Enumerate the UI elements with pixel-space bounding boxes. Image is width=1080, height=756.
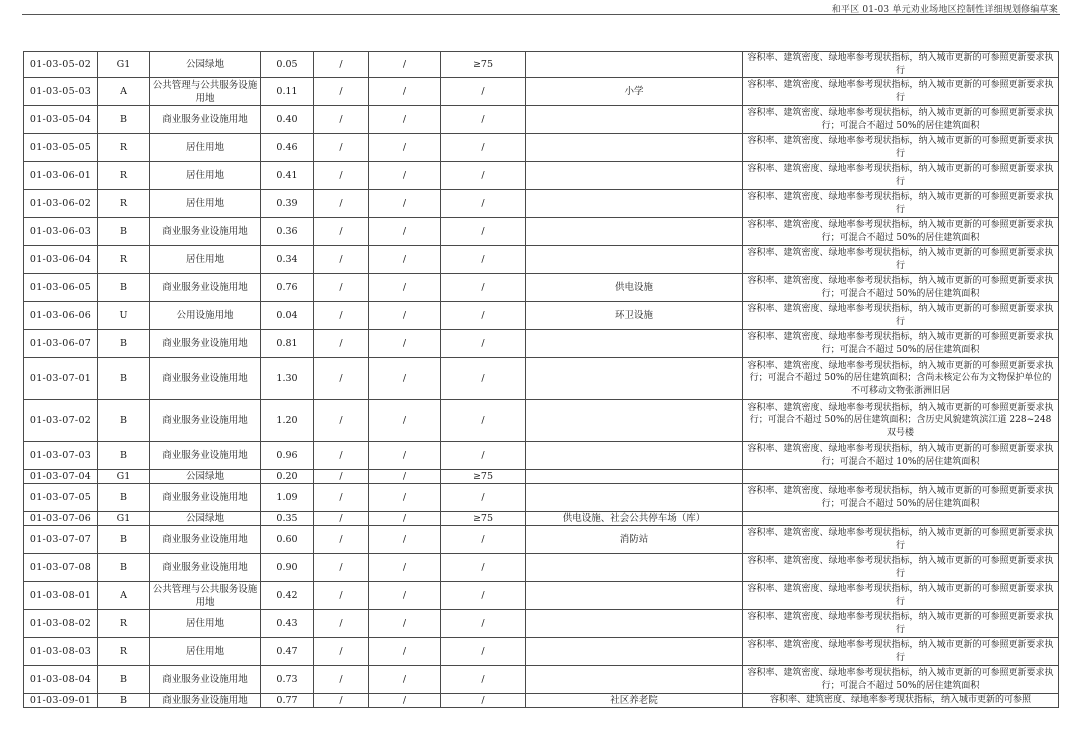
building-height-cell: / [369, 106, 441, 134]
remarks-cell: 容积率、建筑密度、绿地率参考现状指标，纳入城市更新的可参照更新要求执行；可混合不超过 50%的居住建筑面积 [743, 106, 1059, 134]
facilities-cell [526, 162, 743, 190]
green-ratio-cell: / [441, 526, 526, 554]
building-height-cell: / [369, 512, 441, 526]
table-row [24, 554, 1059, 582]
building-density-cell: / [314, 610, 369, 638]
plot-code-cell: 01-03-07-03 [24, 442, 98, 470]
remarks-cell: 容积率、建筑密度、绿地率参考现状指标，纳入城市更新的可参照更新要求执行；可混合不超过 50%的居住建筑面积 [743, 484, 1059, 512]
land-use-name-cell: 商业服务业设施用地 [150, 554, 261, 582]
remarks-cell: 容积率、建筑密度、绿地率参考现状指标，纳入城市更新的可参照更新要求执行；可混合不超过 10%的居住建筑面积 [743, 442, 1059, 470]
building-height-cell: / [369, 400, 441, 442]
building-density-cell: / [314, 274, 369, 302]
floor-area-ratio-cell: 0.46 [261, 134, 314, 162]
land-use-name-cell: 商业服务业设施用地 [150, 526, 261, 554]
land-class-cell: B [98, 218, 150, 246]
building-height-cell: / [369, 638, 441, 666]
table-row [24, 52, 1059, 78]
plot-code-cell: 01-03-05-04 [24, 106, 98, 134]
floor-area-ratio-cell: 0.76 [261, 274, 314, 302]
building-density-cell: / [314, 52, 369, 78]
remarks-cell: 容积率、建筑密度、绿地率参考现状指标，纳入城市更新的可参照 [743, 694, 1059, 708]
green-ratio-cell: / [441, 134, 526, 162]
plot-code-cell: 01-03-05-03 [24, 78, 98, 106]
table-row [24, 442, 1059, 470]
plot-code-cell: 01-03-05-05 [24, 134, 98, 162]
remarks-cell: 容积率、建筑密度、绿地率参考现状指标，纳入城市更新的可参照更新要求执行；可混合不超过 50%的居住建筑面积 [743, 274, 1059, 302]
plot-code-cell: 01-03-07-07 [24, 526, 98, 554]
building-density-cell: / [314, 134, 369, 162]
land-class-cell: R [98, 162, 150, 190]
floor-area-ratio-cell: 0.04 [261, 302, 314, 330]
table-row [24, 512, 1059, 526]
floor-area-ratio-cell: 1.30 [261, 358, 314, 400]
building-height-cell: / [369, 554, 441, 582]
building-density-cell: / [314, 302, 369, 330]
floor-area-ratio-cell: 0.60 [261, 526, 314, 554]
remarks-cell [743, 470, 1059, 484]
building-density-cell: / [314, 694, 369, 708]
building-height-cell: / [369, 218, 441, 246]
building-height-cell: / [369, 190, 441, 218]
table-row [24, 694, 1059, 708]
plot-code-cell: 01-03-08-01 [24, 582, 98, 610]
land-class-cell: R [98, 610, 150, 638]
table-row [24, 106, 1059, 134]
building-density-cell: / [314, 400, 369, 442]
remarks-cell: 容积率、建筑密度、绿地率参考现状指标，纳入城市更新的可参照更新要求执行 [743, 78, 1059, 106]
remarks-cell [743, 512, 1059, 526]
land-use-name-cell: 公用设施用地 [150, 302, 261, 330]
remarks-cell: 容积率、建筑密度、绿地率参考现状指标，纳入城市更新的可参照更新要求执行；可混合不超过 50%的居住建筑面积 [743, 218, 1059, 246]
land-class-cell: A [98, 78, 150, 106]
plot-code-cell: 01-03-07-04 [24, 470, 98, 484]
land-use-name-cell: 公园绿地 [150, 52, 261, 78]
table-row [24, 526, 1059, 554]
facilities-cell [526, 246, 743, 274]
land-class-cell: B [98, 330, 150, 358]
floor-area-ratio-cell: 0.96 [261, 442, 314, 470]
facilities-cell [526, 484, 743, 512]
green-ratio-cell: / [441, 78, 526, 106]
remarks-cell: 容积率、建筑密度、绿地率参考现状指标，纳入城市更新的可参照更新要求执行 [743, 162, 1059, 190]
land-use-name-cell: 公园绿地 [150, 470, 261, 484]
green-ratio-cell: / [441, 330, 526, 358]
building-height-cell: / [369, 694, 441, 708]
facilities-cell [526, 330, 743, 358]
building-height-cell: / [369, 330, 441, 358]
green-ratio-cell: / [441, 638, 526, 666]
building-density-cell: / [314, 330, 369, 358]
table-row [24, 218, 1059, 246]
land-class-cell: A [98, 582, 150, 610]
building-density-cell: / [314, 106, 369, 134]
plot-code-cell: 01-03-07-01 [24, 358, 98, 400]
green-ratio-cell: / [441, 484, 526, 512]
land-class-cell: B [98, 666, 150, 694]
facilities-cell [526, 666, 743, 694]
building-density-cell: / [314, 246, 369, 274]
building-density-cell: / [314, 190, 369, 218]
land-class-cell: B [98, 274, 150, 302]
floor-area-ratio-cell: 0.81 [261, 330, 314, 358]
land-use-name-cell: 商业服务业设施用地 [150, 106, 261, 134]
green-ratio-cell: / [441, 218, 526, 246]
green-ratio-cell: / [441, 246, 526, 274]
green-ratio-cell: / [441, 274, 526, 302]
table-row [24, 638, 1059, 666]
land-use-name-cell: 居住用地 [150, 246, 261, 274]
building-height-cell: / [369, 78, 441, 106]
facilities-cell: 消防站 [526, 526, 743, 554]
building-height-cell: / [369, 358, 441, 400]
facilities-cell [526, 106, 743, 134]
building-density-cell: / [314, 78, 369, 106]
remarks-cell: 容积率、建筑密度、绿地率参考现状指标，纳入城市更新的可参照更新要求执行 [743, 134, 1059, 162]
plot-code-cell: 01-03-07-02 [24, 400, 98, 442]
land-use-name-cell: 商业服务业设施用地 [150, 666, 261, 694]
facilities-cell [526, 442, 743, 470]
floor-area-ratio-cell: 0.47 [261, 638, 314, 666]
land-use-name-cell: 商业服务业设施用地 [150, 484, 261, 512]
building-height-cell: / [369, 246, 441, 274]
table-row [24, 330, 1059, 358]
land-use-name-cell: 商业服务业设施用地 [150, 330, 261, 358]
land-class-cell: R [98, 246, 150, 274]
land-class-cell: B [98, 694, 150, 708]
green-ratio-cell: / [441, 302, 526, 330]
green-ratio-cell: / [441, 554, 526, 582]
building-height-cell: / [369, 274, 441, 302]
remarks-cell: 容积率、建筑密度、绿地率参考现状指标，纳入城市更新的可参照更新要求执行 [743, 302, 1059, 330]
plot-code-cell: 01-03-06-07 [24, 330, 98, 358]
plot-code-cell: 01-03-06-06 [24, 302, 98, 330]
facilities-cell: 供电设施、社会公共停车场（库） [526, 512, 743, 526]
building-height-cell: / [369, 302, 441, 330]
land-class-cell: R [98, 190, 150, 218]
green-ratio-cell: / [441, 694, 526, 708]
building-height-cell: / [369, 134, 441, 162]
facilities-cell [526, 470, 743, 484]
plot-code-cell: 01-03-07-08 [24, 554, 98, 582]
facilities-cell: 社区养老院 [526, 694, 743, 708]
green-ratio-cell: ≥75 [441, 512, 526, 526]
floor-area-ratio-cell: 0.20 [261, 470, 314, 484]
remarks-cell: 容积率、建筑密度、绿地率参考现状指标，纳入城市更新的可参照更新要求执行 [743, 246, 1059, 274]
building-density-cell: / [314, 582, 369, 610]
plot-code-cell: 01-03-06-04 [24, 246, 98, 274]
remarks-cell: 容积率、建筑密度、绿地率参考现状指标，纳入城市更新的可参照更新要求执行；可混合不超过 50%的居住建筑面积 [743, 666, 1059, 694]
building-density-cell: / [314, 442, 369, 470]
table-row [24, 666, 1059, 694]
building-density-cell: / [314, 162, 369, 190]
facilities-cell [526, 554, 743, 582]
table-row [24, 190, 1059, 218]
facilities-cell [526, 400, 743, 442]
floor-area-ratio-cell: 0.43 [261, 610, 314, 638]
land-class-cell: B [98, 484, 150, 512]
building-height-cell: / [369, 52, 441, 78]
remarks-cell: 容积率、建筑密度、绿地率参考现状指标，纳入城市更新的可参照更新要求执行 [743, 610, 1059, 638]
land-class-cell: B [98, 526, 150, 554]
land-use-control-table [23, 51, 1059, 708]
facilities-cell: 环卫设施 [526, 302, 743, 330]
green-ratio-cell: / [441, 162, 526, 190]
remarks-cell: 容积率、建筑密度、绿地率参考现状指标，纳入城市更新的可参照更新要求执行 [743, 554, 1059, 582]
facilities-cell [526, 358, 743, 400]
land-use-name-cell: 商业服务业设施用地 [150, 358, 261, 400]
plot-code-cell: 01-03-07-06 [24, 512, 98, 526]
remarks-cell: 容积率、建筑密度、绿地率参考现状指标，纳入城市更新的可参照更新要求执行；可混合不超过 50%的居住建筑面积；含尚未核定公布为文物保护单位的不可移动文物张浙洲旧居 [743, 358, 1059, 400]
facilities-cell [526, 610, 743, 638]
plot-code-cell: 01-03-06-03 [24, 218, 98, 246]
floor-area-ratio-cell: 0.90 [261, 554, 314, 582]
building-density-cell: / [314, 638, 369, 666]
green-ratio-cell: / [441, 582, 526, 610]
land-use-name-cell: 商业服务业设施用地 [150, 694, 261, 708]
land-use-name-cell: 居住用地 [150, 610, 261, 638]
facilities-cell [526, 134, 743, 162]
remarks-cell: 容积率、建筑密度、绿地率参考现状指标，纳入城市更新的可参照更新要求执行 [743, 526, 1059, 554]
table-row [24, 302, 1059, 330]
plot-code-cell: 01-03-09-01 [24, 694, 98, 708]
table-row [24, 470, 1059, 484]
table-row [24, 610, 1059, 638]
remarks-cell: 容积率、建筑密度、绿地率参考现状指标，纳入城市更新的可参照更新要求执行 [743, 190, 1059, 218]
land-class-cell: B [98, 400, 150, 442]
floor-area-ratio-cell: 0.05 [261, 52, 314, 78]
green-ratio-cell: / [441, 190, 526, 218]
floor-area-ratio-cell: 0.73 [261, 666, 314, 694]
building-height-cell: / [369, 162, 441, 190]
floor-area-ratio-cell: 0.34 [261, 246, 314, 274]
land-use-name-cell: 商业服务业设施用地 [150, 274, 261, 302]
floor-area-ratio-cell: 0.36 [261, 218, 314, 246]
floor-area-ratio-cell: 1.20 [261, 400, 314, 442]
green-ratio-cell: ≥75 [441, 52, 526, 78]
table-row [24, 246, 1059, 274]
remarks-cell: 容积率、建筑密度、绿地率参考现状指标，纳入城市更新的可参照更新要求执行 [743, 582, 1059, 610]
table-row [24, 400, 1059, 442]
floor-area-ratio-cell: 0.41 [261, 162, 314, 190]
green-ratio-cell: / [441, 442, 526, 470]
table-row [24, 274, 1059, 302]
facilities-cell [526, 52, 743, 78]
building-density-cell: / [314, 470, 369, 484]
building-height-cell: / [369, 484, 441, 512]
table-row [24, 484, 1059, 512]
floor-area-ratio-cell: 0.35 [261, 512, 314, 526]
land-use-name-cell: 居住用地 [150, 134, 261, 162]
land-class-cell: R [98, 134, 150, 162]
facilities-cell [526, 582, 743, 610]
building-height-cell: / [369, 470, 441, 484]
table-row [24, 134, 1059, 162]
remarks-cell: 容积率、建筑密度、绿地率参考现状指标，纳入城市更新的可参照更新要求执行 [743, 52, 1059, 78]
building-density-cell: / [314, 526, 369, 554]
plot-code-cell: 01-03-05-02 [24, 52, 98, 78]
table-row [24, 582, 1059, 610]
land-class-cell: U [98, 302, 150, 330]
land-class-cell: B [98, 554, 150, 582]
land-class-cell: B [98, 358, 150, 400]
facilities-cell: 供电设施 [526, 274, 743, 302]
floor-area-ratio-cell: 0.39 [261, 190, 314, 218]
page-header-title: 和平区 01-03 单元劝业场地区控制性详细规划修编草案 [831, 5, 1058, 15]
header-divider [22, 14, 1060, 15]
table-row [24, 358, 1059, 400]
table-row [24, 78, 1059, 106]
building-height-cell: / [369, 666, 441, 694]
land-use-name-cell: 居住用地 [150, 190, 261, 218]
land-class-cell: R [98, 638, 150, 666]
facilities-cell [526, 218, 743, 246]
green-ratio-cell: / [441, 666, 526, 694]
facilities-cell [526, 638, 743, 666]
land-use-name-cell: 公共管理与公共服务设施用地 [150, 582, 261, 610]
green-ratio-cell: / [441, 610, 526, 638]
floor-area-ratio-cell: 0.40 [261, 106, 314, 134]
land-class-cell: B [98, 442, 150, 470]
facilities-cell [526, 190, 743, 218]
floor-area-ratio-cell: 0.11 [261, 78, 314, 106]
land-use-name-cell: 商业服务业设施用地 [150, 400, 261, 442]
land-class-cell: G1 [98, 52, 150, 78]
land-use-name-cell: 商业服务业设施用地 [150, 442, 261, 470]
land-class-cell: G1 [98, 512, 150, 526]
table-body [24, 52, 1059, 708]
plot-code-cell: 01-03-08-03 [24, 638, 98, 666]
table-row [24, 162, 1059, 190]
green-ratio-cell: ≥75 [441, 470, 526, 484]
plot-code-cell: 01-03-07-05 [24, 484, 98, 512]
building-density-cell: / [314, 666, 369, 694]
floor-area-ratio-cell: 1.09 [261, 484, 314, 512]
land-use-name-cell: 公园绿地 [150, 512, 261, 526]
plot-code-cell: 01-03-06-01 [24, 162, 98, 190]
land-use-name-cell: 公共管理与公共服务设施用地 [150, 78, 261, 106]
building-density-cell: / [314, 358, 369, 400]
land-use-name-cell: 居住用地 [150, 638, 261, 666]
green-ratio-cell: / [441, 400, 526, 442]
land-class-cell: B [98, 106, 150, 134]
building-density-cell: / [314, 512, 369, 526]
plot-code-cell: 01-03-08-02 [24, 610, 98, 638]
land-use-name-cell: 商业服务业设施用地 [150, 218, 261, 246]
building-density-cell: / [314, 484, 369, 512]
building-height-cell: / [369, 526, 441, 554]
green-ratio-cell: / [441, 106, 526, 134]
plot-code-cell: 01-03-06-02 [24, 190, 98, 218]
land-use-name-cell: 居住用地 [150, 162, 261, 190]
building-density-cell: / [314, 218, 369, 246]
land-class-cell: G1 [98, 470, 150, 484]
building-height-cell: / [369, 610, 441, 638]
remarks-cell: 容积率、建筑密度、绿地率参考现状指标，纳入城市更新的可参照更新要求执行 [743, 638, 1059, 666]
building-density-cell: / [314, 554, 369, 582]
green-ratio-cell: / [441, 358, 526, 400]
floor-area-ratio-cell: 0.42 [261, 582, 314, 610]
remarks-cell: 容积率、建筑密度、绿地率参考现状指标，纳入城市更新的可参照更新要求执行；可混合不超过 50%的居住建筑面积 [743, 330, 1059, 358]
building-height-cell: / [369, 582, 441, 610]
building-height-cell: / [369, 442, 441, 470]
plot-code-cell: 01-03-08-04 [24, 666, 98, 694]
remarks-cell: 容积率、建筑密度、绿地率参考现状指标，纳入城市更新的可参照更新要求执行；可混合不超过 50%的居住建筑面积；含历史风貌建筑滨江道 228~248 双号楼 [743, 400, 1059, 442]
floor-area-ratio-cell: 0.77 [261, 694, 314, 708]
facilities-cell: 小学 [526, 78, 743, 106]
plot-code-cell: 01-03-06-05 [24, 274, 98, 302]
